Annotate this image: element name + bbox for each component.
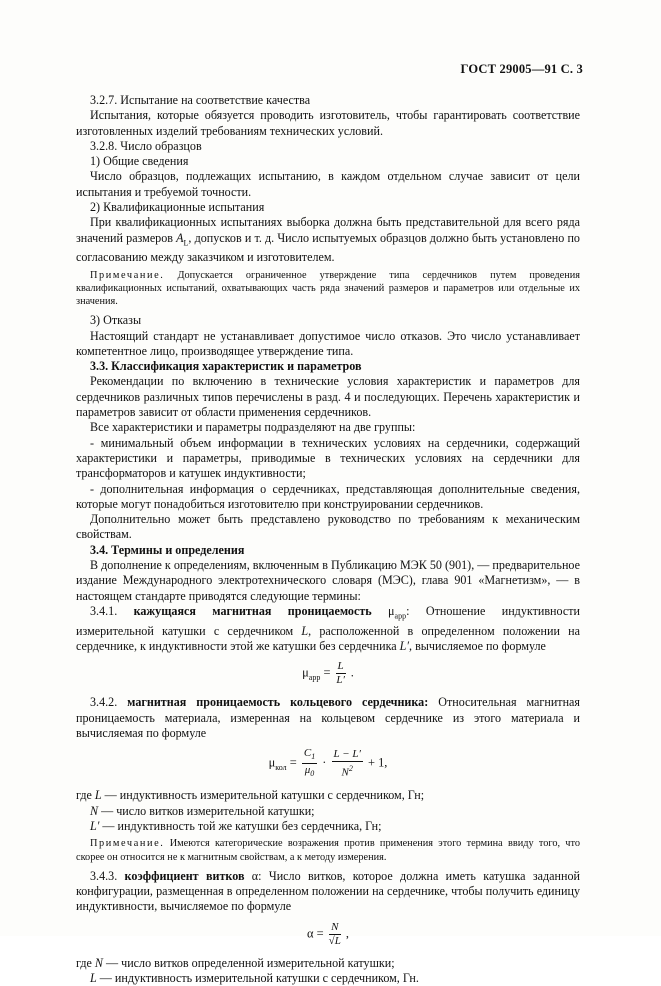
section-3-3-title: 3.3. Классификация характеристик и параметров xyxy=(90,359,362,374)
section-3-4-1: 3.4.1. кажущаяся магнитная проницаемость $\mu_{app}$: Отношение индуктивности измерительной катушки с сердечником L, расположенной в определенном положении на сердечнике, к индуктивности этой же катушки без сердечника L′, вычисляемое по формуле xyxy=(76,603,581,653)
section-3-3-paragraph-4: - дополнительная информация о сердечниках, представляющая дополнительные сведения, которые могут понадобиться изготовителю при конструировании сердечников. xyxy=(76,481,580,511)
where-N-2: где N — число витков определенной измерительной катушки; xyxy=(76,955,395,970)
formula-alpha: α = $\frac{N}{√L}$ , xyxy=(306,920,350,947)
where-L: где L — индуктивность измерительной катушки с сердечником, Гн; xyxy=(76,788,425,803)
section-3-2-8-1-text: Число образцов, подлежащих испытанию, в каждом отдельном случае зависит от цели испытания и требуемой точности. xyxy=(76,169,580,199)
section-3-4-title: 3.4. Термины и определения xyxy=(90,542,245,557)
section-3-2-7-text: Испытания, которые обязуется проводить изготовитель, чтобы гарантировать соответствие изготовленных изделий требованиям технических условий. xyxy=(76,108,580,138)
section-3-2-8-1-title: 1) Общие сведения xyxy=(90,154,189,169)
section-3-2-8-title: 3.2.8. Число образцов xyxy=(90,138,202,153)
section-3-3-paragraph-5: Дополнительно может быть представлено руководство по требованиям к механическим свойствам. xyxy=(76,512,580,542)
where-L-2: L — индуктивность измерительной катушки с сердечником, Гн. xyxy=(90,970,419,985)
section-3-2-8-2-title: 2) Квалификационные испытания xyxy=(90,200,265,215)
section-3-3-paragraph-3: - минимальный объем информации в технических условиях на сердечники, содержащий характеристики и параметры, приводимые в технических условиях на сердечники для трансформаторов и катушек индуктивности; xyxy=(76,435,580,481)
section-3-2-8-3-title: 3) Отказы xyxy=(90,313,142,328)
section-3-4-2: 3.4.2. магнитная проницаемость кольцевого сердечника: Относительная магнитная проницаемость материала, измеренная на кольцевом сердечнике из этого материала и вычисляемая по формуле xyxy=(76,695,580,740)
where-N: N — число витков измерительной катушки; xyxy=(90,803,315,818)
section-3-4-intro: В дополнение к определениям, включенным в Публикацию МЭК 50 (901), — предварительное издание Международного электротехнического словаря (МЭС), глава 901 «Магнетизм», — в настоящем стандарте приводятся следующие термины: xyxy=(76,558,580,603)
section-3-2-7-title: 3.2.7. Испытание на соответствие качества xyxy=(90,93,311,107)
section-3-2-8-3-text: Настоящий стандарт не устанавливает допустимое число отказов. Это число устанавливает компетентное лицо, производящее утверждение типа. xyxy=(76,328,580,358)
document-body xyxy=(76,93,580,986)
formula-mu-kol: $\mu_{кол}$ = $\frac{C_1}{\mu_0}$ · $\frac{L - L'}{N^2}$ + 1, xyxy=(268,747,388,779)
note-2: Примечание. Имеются категорические возражения против применения этого термина ввиду того, что скорее он относится не к магнитным свойствам, а к методу измерения. xyxy=(76,838,580,863)
note-label: Примечание. xyxy=(90,838,165,850)
formula-mu-app: $\mu_{app}$ = $\frac{L}{L'}$ . xyxy=(302,660,354,687)
page-header: ГОСТ 29005—91 С. 3 xyxy=(460,62,583,76)
section-3-4-3: 3.4.3. коэффициент витков α: Число витков, которое должна иметь катушка заданной конфигурации, размещенная в определенном положении на сердечнике, чтобы получить единицу индуктивности, вычисляемое по формуле xyxy=(76,868,581,914)
section-3-3-paragraph-2: Все характеристики и параметры подразделяют на две группы: xyxy=(90,420,416,435)
section-3-3-paragraph-1: Рекомендации по включению в технические условия характеристик и параметров для сердечников различных типов перечислены в разд. 4 и последующих. Перечень характеристик и параметров зависит от области применения сердечников. xyxy=(76,374,580,420)
where-L-prime: L′ — индуктивность той же катушки без сердечника, Гн; xyxy=(90,819,382,834)
note-1: Примечание. Допускается ограниченное утверждение типа сердечников путем проведения квалификационных испытаний, охватывающих часть ряда значений размеров и параметров или отдельные их значения. xyxy=(76,269,580,308)
note-label: Примечание. xyxy=(90,269,165,281)
section-3-2-8-2-text: При квалификационных испытаниях выборка должна быть представительной для всего ряда значений размеров $A_L$, допусков и т. д. Число испытуемых образцов должно быть установлено по согласованию между заказчиком и изготовителем. xyxy=(76,215,580,265)
